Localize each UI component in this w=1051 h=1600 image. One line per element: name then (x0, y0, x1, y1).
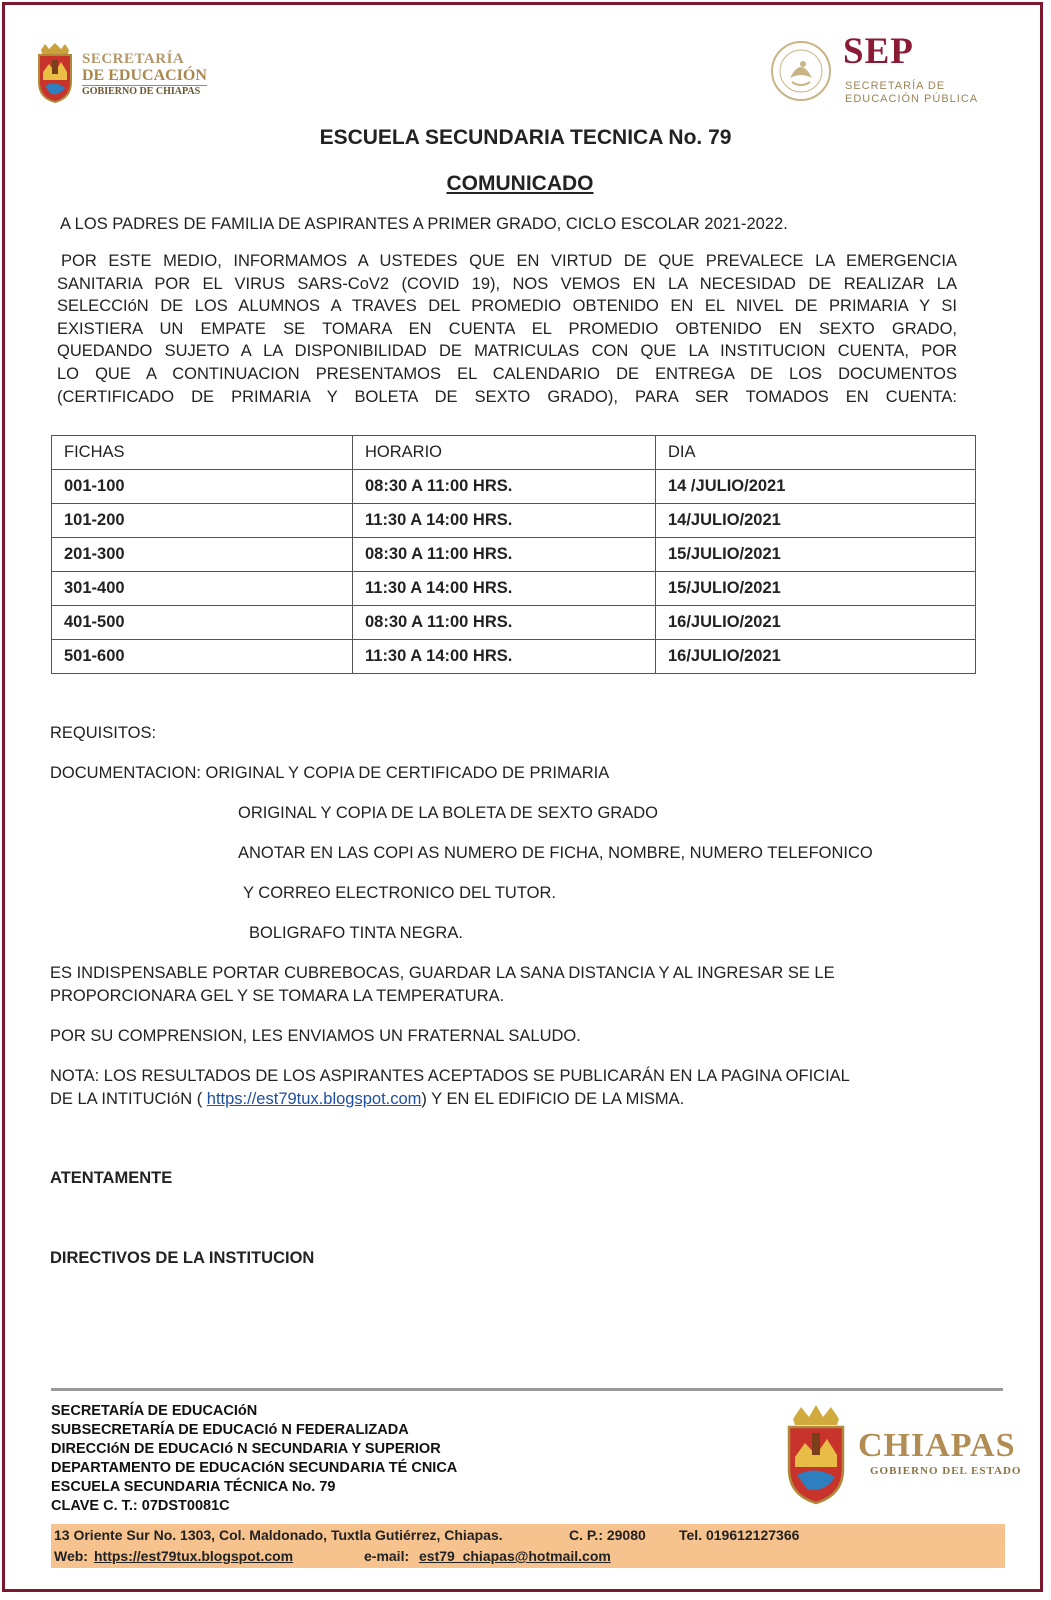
postal-code: C. P.: 29080 (569, 1527, 646, 1543)
documentacion-line: DOCUMENTACION: ORIGINAL Y COPIA DE CERTIFICADO DE PRIMARIA (50, 764, 610, 782)
table-cell: 08:30 A 11:00 HRS. (353, 538, 656, 572)
requirement-item: BOLIGRAFO TINTA NEGRA. (249, 924, 463, 942)
table-cell: 11:30 A 14:00 HRS. (353, 572, 656, 606)
indispensable-paragraph (50, 962, 970, 1007)
table-row (52, 504, 976, 538)
table-cell: 08:30 A 11:00 HRS. (353, 606, 656, 640)
footer-line: SECRETARÍA DE EDUCACIóN (51, 1403, 258, 1419)
footer-line: SUBSECRETARÍA DE EDUCACIó N FEDERALIZADA (51, 1422, 409, 1438)
blog-link[interactable]: https://est79tux.blogspot.com (206, 1089, 422, 1108)
footer-line: CLAVE C. T.: 07DST0081C (51, 1498, 230, 1514)
footer-institution-block (51, 1402, 457, 1516)
table-cell: 301-400 (52, 572, 353, 606)
table-cell: 501-600 (52, 640, 353, 674)
sep-sub-line1: SECRETARÍA DE (845, 80, 946, 92)
chiapas-logo-word: CHIAPAS (858, 1427, 1016, 1464)
logo-line2: DE EDUCACIÓN (82, 66, 207, 84)
table-cell: 401-500 (52, 606, 353, 640)
web-link[interactable]: https://est79tux.blogspot.com (94, 1548, 294, 1564)
body-line: SELECCIóN DE LOS ALUMNOS A TRAVES DEL PROMEDIO OBTENIDO EN EL NIVEL DE PRIMARIA Y SI (57, 297, 957, 316)
saludo-line: POR SU COMPRENSION, LES ENVIAMOS UN FRATERNAL SALUDO. (50, 1027, 581, 1045)
web-label: Web: (54, 1548, 88, 1564)
table-cell: 08:30 A 11:00 HRS. (353, 470, 656, 504)
nota-paragraph (50, 1065, 970, 1110)
indispensable-line: ES INDISPENSABLE PORTAR CUBREBOCAS, GUARDAR LA SANA DISTANCIA Y AL INGRESAR SE LE (50, 964, 835, 982)
table-cell: 16/JULIO/2021 (656, 606, 976, 640)
table-cell: 16/JULIO/2021 (656, 640, 976, 674)
indispensable-line: PROPORCIONARA GEL Y SE TOMARA LA TEMPERATURA. (50, 986, 505, 1005)
table-row (52, 572, 976, 606)
table-cell: 201-300 (52, 538, 353, 572)
table-cell: 001-100 (52, 470, 353, 504)
address-bar (51, 1524, 1005, 1568)
table-cell: 11:30 A 14:00 HRS. (353, 504, 656, 538)
chiapas-coat-of-arms-icon (35, 42, 75, 104)
body-line: (CERTIFICADO DE PRIMARIA Y BOLETA DE SEXTO GRADO), PARA SER TOMADOS EN CUENTA: (57, 387, 957, 406)
document-title: ESCUELA SECUNDARIA TECNICA No. 79 (319, 126, 732, 149)
body-line: SANITARIA POR EL VIRUS SARS-CoV2 (COVID 19), NOS VEMOS EN LA NECESIDAD DE REALIZAR LA (57, 274, 957, 293)
table-header-row (52, 436, 976, 470)
table-row (52, 606, 976, 640)
email-label: e-mail: (364, 1548, 410, 1564)
requirement-item: ANOTAR EN LAS COPI AS NUMERO DE FICHA, NOMBRE, NUMERO TELEFONICO (238, 844, 873, 862)
body-line: QUEDANDO SUJETO A LA DISPONIBILIDAD DE MATRICULAS CON QUE LA INSTITUCION CUENTA, POR (57, 342, 957, 361)
nota-suffix: ) Y EN EL EDIFICIO DE LA MISMA. (421, 1089, 685, 1108)
table-cell: 101-200 (52, 504, 353, 538)
chiapas-logo-subtitle: GOBIERNO DEL ESTADO (870, 1465, 1022, 1477)
nota-line1: NOTA: LOS RESULTADOS DE LOS ASPIRANTES ACEPTADOS SE PUBLICARÁN EN LA PAGINA OFICIAL (50, 1067, 850, 1085)
secretaria-educacion-logo-text (82, 52, 207, 97)
table-cell: 15/JULIO/2021 (656, 538, 976, 572)
table-row (52, 538, 976, 572)
logo-line1: SECRETARÍA (82, 51, 185, 67)
email-link[interactable]: est79_chiapas@hotmail.com (419, 1548, 611, 1564)
body-line: POR ESTE MEDIO, INFORMAMOS A USTEDES QUE EN VIRTUD DE QUE PREVALECE LA EMERGENCIA (61, 252, 957, 270)
body-line: EXISTIERA UN EMPATE SE TOMARA EN CUENTA EL PROMEDIO OBTENIDO EN SEXTO GRADO, (57, 319, 957, 338)
body-line: LO QUE A CONTINUACION PRESENTAMOS EL CALENDARIO DE ENTREGA DE LOS DOCUMENTOS (57, 364, 957, 383)
header-cell: DIA (656, 436, 976, 470)
atentamente-label: ATENTAMENTE (50, 1169, 173, 1187)
footer-line: ESCUELA SECUNDARIA TÉCNICA No. 79 (51, 1479, 336, 1495)
sep-logo-subtitle (845, 80, 978, 106)
header-cell: HORARIO (353, 436, 656, 470)
street-address: 13 Oriente Sur No. 1303, Col. Maldonado, Tuxtla Gutiérrez, Chiapas. (54, 1527, 503, 1543)
document-subtitle: COMUNICADO (446, 172, 594, 195)
nota-prefix: DE LA INTITUCIóN ( (50, 1089, 207, 1108)
footer-divider (51, 1388, 1003, 1391)
requisitos-label: REQUISITOS: (50, 724, 157, 742)
phone-number: Tel. 019612127366 (679, 1527, 800, 1543)
table-cell: 14/JULIO/2021 (656, 504, 976, 538)
logo-line3: GOBIERNO DE CHIAPAS (82, 85, 207, 98)
footer-line: DEPARTAMENTO DE EDUCACIóN SECUNDARIA TÉ CNICA (51, 1460, 458, 1476)
signature-line: DIRECTIVOS DE LA INSTITUCION (50, 1249, 315, 1267)
schedule-table (51, 435, 976, 674)
requirement-item: ORIGINAL Y COPIA DE LA BOLETA DE SEXTO GRADO (238, 804, 658, 822)
sep-sub-line2: EDUCACIÓN PÚBLICA (845, 93, 979, 105)
body-paragraph (57, 250, 957, 408)
requirement-item: Y CORREO ELECTRONICO DEL TUTOR. (243, 884, 556, 902)
table-cell: 14 /JULIO/2021 (656, 470, 976, 504)
table-cell: 11:30 A 14:00 HRS. (353, 640, 656, 674)
chiapas-state-shield-icon (785, 1405, 847, 1505)
page-border (2, 2, 1043, 1592)
table-cell: 15/JULIO/2021 (656, 572, 976, 606)
addressee-line: A LOS PADRES DE FAMILIA DE ASPIRANTES A PRIMER GRADO, CICLO ESCOLAR 2021-2022. (60, 215, 788, 233)
nota-line2 (50, 1088, 970, 1111)
table-row (52, 640, 976, 674)
table-row (52, 470, 976, 504)
footer-line: DIRECCIóN DE EDUCACIó N SECUNDARIA Y SUPERIOR (51, 1441, 441, 1457)
sep-logo-word: SEP (843, 31, 914, 72)
header-cell: FICHAS (52, 436, 353, 470)
mexico-national-seal-icon (770, 40, 832, 102)
